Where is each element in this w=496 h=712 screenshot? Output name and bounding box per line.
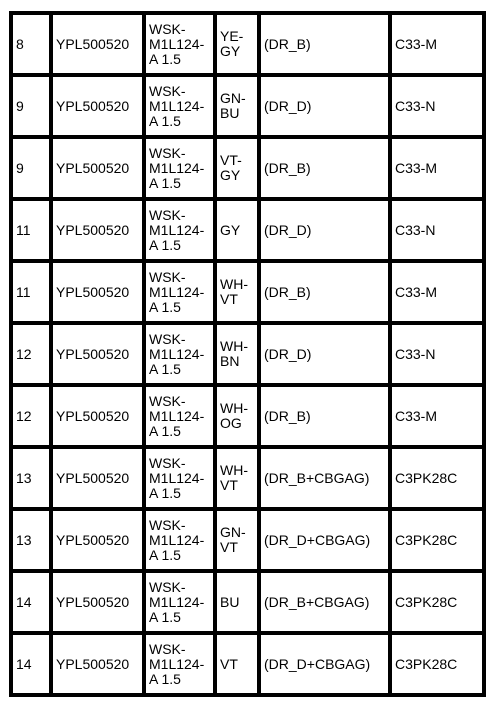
table-row [13,15,482,73]
part-number-cell: YPL500520 [53,635,142,693]
wire-spec-cell-line: WSK- [149,82,186,99]
connector-cell: C3PK28C [392,573,482,631]
position-cell: 9 [13,139,49,197]
connector-cell: C3PK28C [392,449,482,507]
wire-color-cell [217,573,257,631]
position-cell: 12 [13,325,49,383]
wire-spec-cell-line: A 1.5 [149,422,181,439]
wire-spec-cell-line: WSK- [149,330,186,347]
wire-color-cell [217,263,257,321]
option-code-cell: (DR_D+CBGAG) [261,635,388,693]
position-cell: 13 [13,511,49,569]
option-code-cell: (DR_B) [261,387,388,445]
option-code-cell: (DR_D) [261,325,388,383]
position-cell: 8 [13,15,49,73]
wire-spec-cell-line: M1L124- [149,97,205,114]
option-code-cell: (DR_B) [261,263,388,321]
wire-color-cell [217,387,257,445]
position-cell: 14 [13,635,49,693]
wire-color-cell-line: VT [220,477,238,493]
wire-color-cell [217,77,257,135]
table-row [13,573,482,631]
position-cell: 11 [13,201,49,259]
wire-spec-cell-line: WSK- [149,640,186,657]
wire-color-cell-line: GN- [220,90,246,106]
wire-color-cell-line: WH- [220,276,248,292]
connector-cell: C33-M [392,139,482,197]
part-number-cell: YPL500520 [53,263,142,321]
wire-color-cell [217,201,257,259]
wire-color-cell-line: BU [220,593,240,610]
wire-spec-cell-line: M1L124- [149,345,205,362]
wire-spec-cell [146,15,213,73]
wire-color-cell-line: VT [220,539,238,555]
connector-cell: C3PK28C [392,511,482,569]
wire-color-cell-line: GN- [220,524,246,540]
wire-spec-cell-line: A 1.5 [149,50,181,67]
wire-color-cell-line: WH- [220,400,248,416]
position-cell: 14 [13,573,49,631]
wire-spec-cell-line: M1L124- [149,35,205,52]
option-code-cell: (DR_D) [261,201,388,259]
part-number-cell: YPL500520 [53,573,142,631]
part-number-cell: YPL500520 [53,387,142,445]
position-cell: 12 [13,387,49,445]
part-number-cell: YPL500520 [53,449,142,507]
part-number-cell: YPL500520 [53,77,142,135]
wire-color-cell-line: BN [220,353,240,369]
wire-spec-cell-line: M1L124- [149,407,205,424]
position-cell: 13 [13,449,49,507]
option-code-cell: (DR_B+CBGAG) [261,573,388,631]
connector-cell: C33-M [392,387,482,445]
wire-color-cell-line: VT [220,291,238,307]
wire-spec-cell-line: WSK- [149,20,186,37]
table-row [13,325,482,383]
wire-spec-cell-line: A 1.5 [149,670,181,687]
table-row [13,201,482,259]
wire-spec-cell-line: M1L124- [149,655,205,672]
table-row [13,387,482,445]
table-row [13,139,482,197]
wire-color-cell [217,449,257,507]
connector-cell: C33-M [392,15,482,73]
connector-cell: C33-N [392,325,482,383]
wire-spec-cell-line: A 1.5 [149,608,181,625]
wire-spec-cell [146,573,213,631]
wire-spec-cell-line: M1L124- [149,221,205,238]
wire-color-cell-line: GY [220,221,241,238]
table-row [13,449,482,507]
wire-spec-cell-line: A 1.5 [149,298,181,315]
wire-spec-cell-line: WSK- [149,454,186,471]
wire-spec-cell [146,77,213,135]
wire-color-cell [217,511,257,569]
wire-spec-cell-line: M1L124- [149,531,205,548]
wire-color-cell [217,635,257,693]
wire-spec-cell-line: WSK- [149,144,186,161]
connector-cell: C33-M [392,263,482,321]
wire-color-cell [217,325,257,383]
wire-spec-cell-line: M1L124- [149,593,205,610]
position-cell: 9 [13,77,49,135]
option-code-cell: (DR_B) [261,15,388,73]
wire-spec-cell [146,201,213,259]
part-number-cell: YPL500520 [53,139,142,197]
wire-spec-cell [146,325,213,383]
wire-spec-cell [146,263,213,321]
wire-spec-cell [146,449,213,507]
option-code-cell: (DR_D+CBGAG) [261,511,388,569]
wire-spec-cell [146,635,213,693]
part-number-cell: YPL500520 [53,15,142,73]
wire-spec-cell [146,139,213,197]
wire-spec-cell-line: A 1.5 [149,236,181,253]
wire-color-cell-line: BU [220,105,240,121]
wire-color-cell-line: VT [220,655,238,672]
wire-color-cell-line: WH- [220,462,248,478]
wire-spec-cell-line: A 1.5 [149,112,181,129]
connector-cell: C3PK28C [392,635,482,693]
wire-color-cell-line: WH- [220,338,248,354]
connector-cell: C33-N [392,201,482,259]
wire-spec-cell-line: WSK- [149,516,186,533]
wire-spec-cell-line: WSK- [149,206,186,223]
wire-spec-cell-line: A 1.5 [149,484,181,501]
wire-spec-cell [146,387,213,445]
wire-spec-cell-line: A 1.5 [149,360,181,377]
wire-spec-cell-line: A 1.5 [149,546,181,563]
wire-color-cell-line: GY [220,167,241,183]
wire-color-cell [217,15,257,73]
wire-color-cell-line: OG [220,415,242,431]
option-code-cell: (DR_B+CBGAG) [261,449,388,507]
connector-cell: C33-N [392,77,482,135]
table-row [13,77,482,135]
wire-spec-cell-line: A 1.5 [149,174,181,191]
wiring-table [9,11,486,697]
part-number-cell: YPL500520 [53,201,142,259]
wire-spec-cell [146,511,213,569]
wire-spec-cell-line: WSK- [149,578,186,595]
wire-spec-cell-line: WSK- [149,268,186,285]
wiring-table-body [13,15,482,693]
wire-spec-cell-line: M1L124- [149,283,205,300]
part-number-cell: YPL500520 [53,511,142,569]
position-cell: 11 [13,263,49,321]
wire-color-cell-line: GY [220,43,241,59]
option-code-cell: (DR_D) [261,77,388,135]
table-row [13,635,482,693]
table-row [13,263,482,321]
table-row [13,511,482,569]
wire-spec-cell-line: WSK- [149,392,186,409]
wire-spec-cell-line: M1L124- [149,159,205,176]
wire-color-cell-line: YE- [220,28,244,44]
part-number-cell: YPL500520 [53,325,142,383]
option-code-cell: (DR_B) [261,139,388,197]
wire-spec-cell-line: M1L124- [149,469,205,486]
wire-color-cell-line: VT- [220,152,242,168]
wire-color-cell [217,139,257,197]
